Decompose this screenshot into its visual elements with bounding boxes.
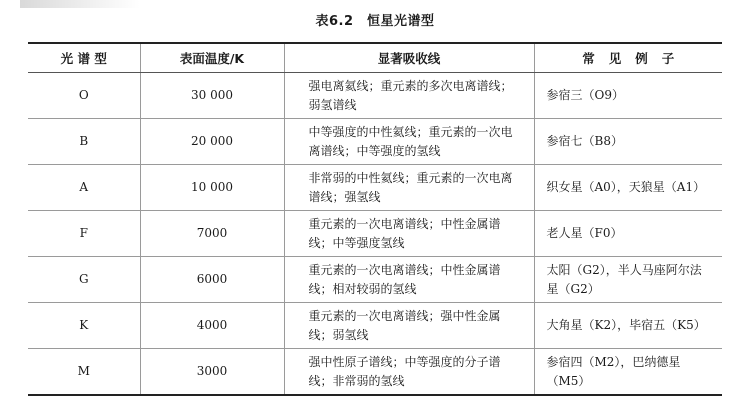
spectral-type-cell: B (28, 119, 140, 165)
header-spectral-type: 光 谱 型 (28, 43, 140, 73)
spectral-type-cell: K (28, 303, 140, 349)
examples-cell: 参宿七（B8） (534, 119, 722, 165)
examples-cell: 参宿四（M2），巴纳德星（M5） (534, 349, 722, 396)
temperature-cell: 4000 (140, 303, 284, 349)
table-row (28, 257, 722, 303)
examples-cell: 织女星（A0），天狼星（A1） (534, 165, 722, 211)
temperature-cell: 3000 (140, 349, 284, 396)
table-row (28, 303, 722, 349)
table-row (28, 165, 722, 211)
absorption-lines-cell: 强电离氦线；重元素的多次电离谱线；弱氢谱线 (284, 73, 534, 119)
table-row (28, 119, 722, 165)
table-row (28, 73, 722, 119)
temperature-cell: 6000 (140, 257, 284, 303)
examples-cell: 参宿三（O9） (534, 73, 722, 119)
absorption-lines-cell: 重元素的一次电离谱线；强中性金属线；弱氢线 (284, 303, 534, 349)
absorption-lines-cell: 非常弱的中性氦线；重元素的一次电离谱线；强氢线 (284, 165, 534, 211)
examples-cell: 大角星（K2），毕宿五（K5） (534, 303, 722, 349)
header-surface-temperature: 表面温度/K (140, 43, 284, 73)
table-caption: 表6.2 恒星光谱型 (315, 14, 435, 29)
temperature-cell: 20 000 (140, 119, 284, 165)
temperature-cell: 30 000 (140, 73, 284, 119)
absorption-lines-cell: 中等强度的中性氦线；重元素的一次电离谱线；中等强度的氢线 (284, 119, 534, 165)
absorption-lines-cell: 强中性原子谱线；中等强度的分子谱线；非常弱的氢线 (284, 349, 534, 396)
table-header-row (28, 43, 722, 73)
spectral-type-cell: F (28, 211, 140, 257)
header-examples: 常见例子 (534, 43, 722, 73)
spectral-type-cell: O (28, 73, 140, 119)
absorption-lines-cell: 重元素的一次电离谱线；中性金属谱线；相对较弱的氢线 (284, 257, 534, 303)
examples-cell: 太阳（G2），半人马座阿尔法星（G2） (534, 257, 722, 303)
temperature-cell: 7000 (140, 211, 284, 257)
absorption-lines-cell: 重元素的一次电离谱线；中性金属谱线；中等强度氢线 (284, 211, 534, 257)
spectral-type-cell: G (28, 257, 140, 303)
spectral-type-table (28, 42, 722, 396)
scan-artifact (20, 0, 140, 8)
temperature-cell: 10 000 (140, 165, 284, 211)
header-absorption-lines: 显著吸收线 (284, 43, 534, 73)
table-row (28, 211, 722, 257)
table-row (28, 349, 722, 396)
examples-cell: 老人星（F0） (534, 211, 722, 257)
spectral-type-cell: A (28, 165, 140, 211)
spectral-type-cell: M (28, 349, 140, 396)
